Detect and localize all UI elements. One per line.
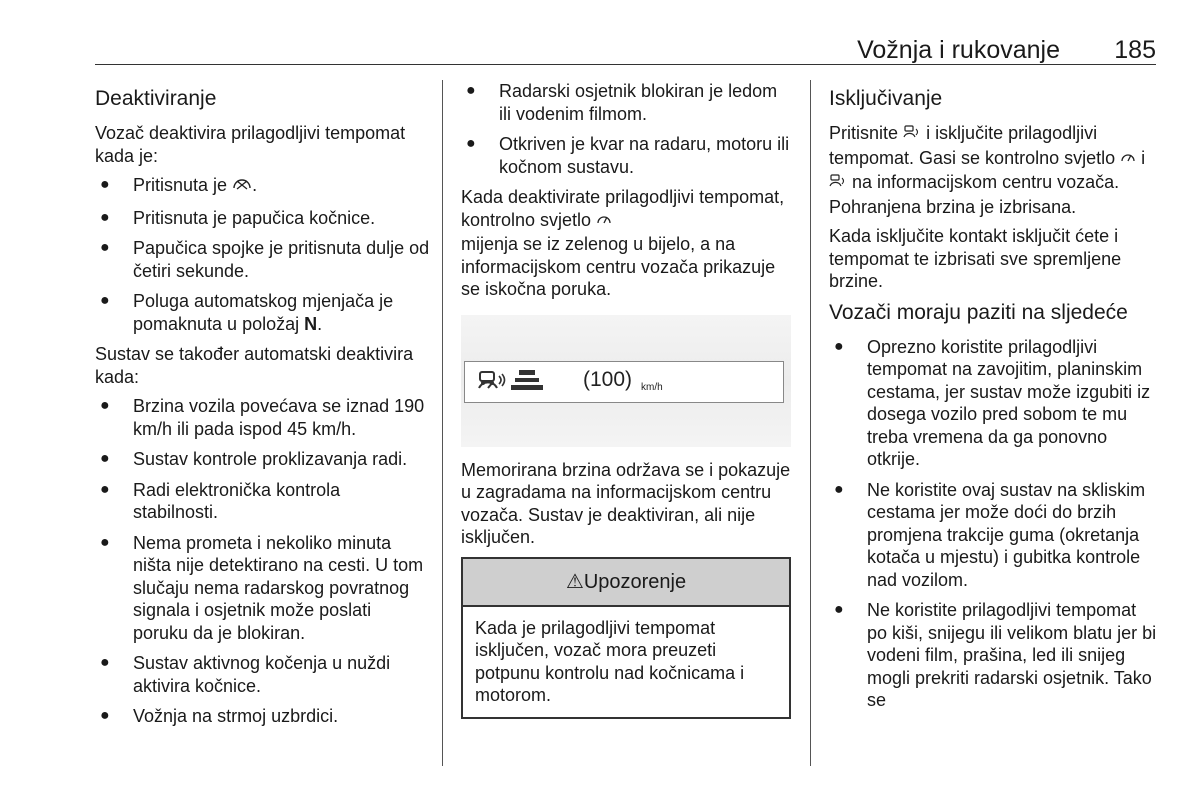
speed-unit: km/h bbox=[641, 381, 663, 393]
adaptive-cruise-icon bbox=[829, 173, 847, 196]
list-item: ● Pritisnuta je papučica kočnice. bbox=[100, 207, 376, 228]
heading-switch-off: Isključivanje bbox=[829, 87, 943, 110]
bullet-list bbox=[461, 80, 791, 178]
paragraph: Memorirana brzina održava se i pokazuje u zagradama na informacijskom centru vozača. Sustav je deaktiviran, ali nije isključen. bbox=[461, 459, 791, 547]
list-item: ● Radarski osjetnik blokiran je ledom ili vodenim filmom. bbox=[466, 81, 778, 124]
column-3 bbox=[829, 80, 1159, 720]
list-item: ● Vožnja na strmoj uzbrdici. bbox=[100, 706, 339, 726]
warning-title: Upozorenje bbox=[583, 570, 687, 593]
list-item: ● Papučica spojke je pritisnuta dulje od četiri sekunde. bbox=[100, 238, 430, 281]
warning-icon: ⚠ bbox=[565, 570, 584, 593]
paragraph: Vozač deaktivira prilagodljivi tempomat kada je: bbox=[95, 123, 406, 166]
paragraph: Pritisnite i isključite prilagodljivi tempomat. Gasi se kontrolno svjetlo i na informacijskom centru vozača. Pohranjena brzina je izbrisana. bbox=[829, 123, 1146, 217]
column-1 bbox=[95, 80, 430, 736]
paragraph: Kada deaktivirate prilagodljivi tempomat, kontrolno svjetlo mijenja se iz zelenog u bijelo, a na informacijskom centru vozača prikazuje se iskočna poruka. bbox=[461, 187, 785, 299]
column-divider bbox=[810, 80, 811, 766]
cruise-lamp-icon bbox=[596, 211, 612, 234]
list-item: ● Radi elektronička kontrola stabilnosti. bbox=[100, 479, 341, 522]
list-item: ● Otkriven je kvar na radaru, motoru ili kočnom sustavu. bbox=[466, 134, 790, 177]
heading-deactivation: Deaktiviranje bbox=[95, 87, 217, 110]
list-item: ● Oprezno koristite prilagodljivi tempomat na zavojitim, planinskim cestama, jer sustav može izgubiti iz dosega vozilo pred sobom te mu treba vremena da ga ponovno otkrije. bbox=[834, 336, 1151, 469]
list-item: ● Ne koristite prilagodljivi tempomat po kiši, snijegu ili velikom blatu jer bi vodeni film, prašina, led ili snijeg mogli prekriti radarski osjetnik. Tako se bbox=[834, 600, 1157, 710]
header-rule bbox=[95, 64, 1156, 65]
paragraph: Kada isključite kontakt isključit ćete i tempomat te izbrisati sve spremljene brzine. bbox=[829, 226, 1122, 291]
column-2 bbox=[461, 80, 791, 719]
stored-speed: (100) bbox=[583, 367, 633, 391]
bullet-list bbox=[95, 174, 430, 335]
cruise-lamp-icon bbox=[1120, 149, 1136, 172]
list-item: ● Ne koristite ovaj sustav na skliskim cestama jer može doći do brzih promjena trakcije guma (okretanja kotača u mjestu) i gubitka kontrole nad vozilom. bbox=[834, 479, 1146, 590]
warning-header bbox=[463, 559, 789, 607]
driver-info-display bbox=[461, 315, 791, 447]
list-item: ● Brzina vozila povećava se iznad 190 km/h ili pada ispod 45 km/h. bbox=[100, 396, 425, 439]
cruise-cancel-icon bbox=[232, 176, 252, 199]
list-item: ● Pritisnuta je . bbox=[95, 174, 430, 199]
paragraph: Sustav se također automatski deaktivira kada: bbox=[95, 344, 414, 387]
section-title: Vožnja i rukovanje bbox=[857, 36, 1060, 64]
list-item: ● Sustav aktivnog kočenja u nuždi aktivira kočnice. bbox=[100, 653, 391, 696]
page-number: 185 bbox=[1114, 36, 1156, 64]
adaptive-cruise-icon bbox=[475, 368, 511, 396]
gear-letter: N bbox=[304, 313, 318, 334]
display-bar bbox=[464, 361, 784, 403]
list-item: ● Poluga automatskog mjenjača je pomaknuta u položaj N. bbox=[100, 291, 394, 334]
adaptive-cruise-icon bbox=[903, 124, 921, 147]
bullet-list bbox=[95, 395, 430, 728]
list-item: ● Sustav kontrole proklizavanja radi. bbox=[100, 449, 408, 469]
page-header bbox=[95, 36, 1156, 64]
warning-text: Kada je prilagodljivi tempomat isključen, vozač mora preuzeti potpunu kontrolu nad kočnicama i motorom. bbox=[475, 617, 745, 705]
warning-box bbox=[461, 557, 791, 719]
heading-drivers-notice: Vozači moraju paziti na sljedeće bbox=[829, 300, 1128, 324]
following-distance-icon bbox=[511, 368, 543, 392]
column-divider bbox=[442, 80, 443, 766]
list-item: ● Nema prometa i nekoliko minuta ništa nije detektirano na cesti. U tom slučaju nema radarskog povratnog signala i osjetnik može poslati poruku da je blokiran. bbox=[100, 532, 424, 643]
bullet-list bbox=[829, 336, 1159, 712]
